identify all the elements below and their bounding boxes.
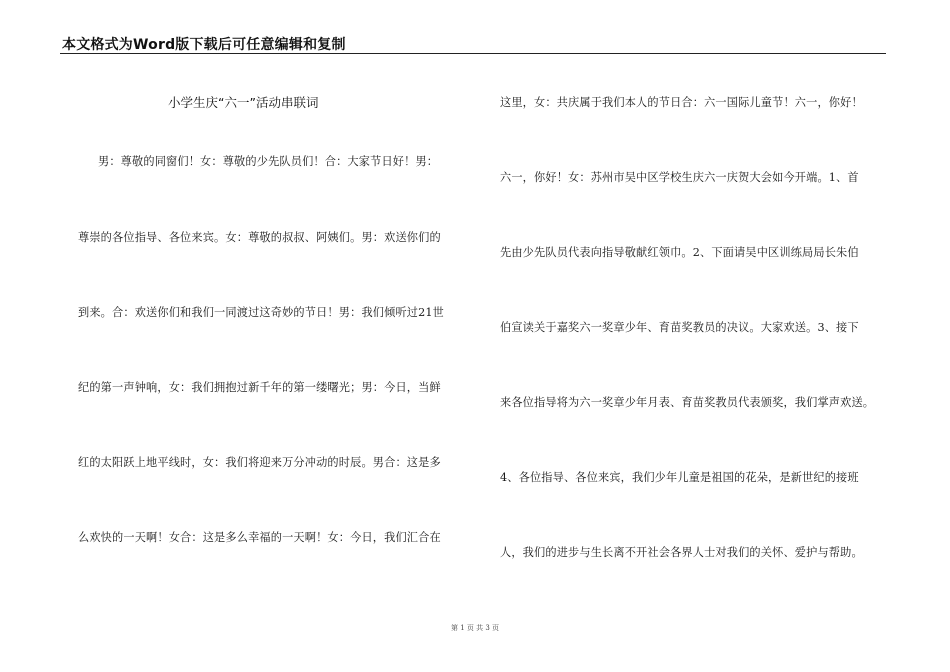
text-line: 4、各位指导、各位来宾，我们少年儿童是祖国的花朵，是新世纪的接班 bbox=[500, 471, 859, 484]
text-line: 先由少先队员代表向指导敬献红领巾。2、下面请吴中区训练局局长朱伯 bbox=[500, 246, 859, 259]
text-line: 男：尊敬的同窗们！女：尊敬的少先队员们！合：大家节日好！男： bbox=[98, 155, 439, 168]
text-line: 尊崇的各位指导、各位来宾。女：尊敬的叔叔、阿姨们。男：欢送你们的 bbox=[78, 231, 441, 244]
text-line: 人，我们的进步与生长离不开社会各界人士对我们的关怀、爱护与帮助。 bbox=[500, 546, 863, 559]
text-line: 这里，女：共庆属于我们本人的节日合：六一国际儿童节！六一，你好！ bbox=[500, 96, 863, 109]
text-line: 到来。合：欢送你们和我们一同渡过这奇妙的节日！男：我们倾听过21世 bbox=[78, 306, 444, 319]
document-header: 本文格式为Word版下载后可任意编辑和复制 bbox=[62, 37, 346, 53]
text-line: 来各位指导将为六一奖章少年月表、育苗奖教员代表颁奖，我们掌声欢送。 bbox=[500, 396, 875, 409]
text-line: 六一，你好！女：苏州市吴中区学校生庆六一庆贺大会如今开端。1、首 bbox=[500, 171, 859, 184]
text-line: 纪的第一声钟响，女：我们拥抱过新千年的第一缕曙光；男：今日，当鲜 bbox=[78, 381, 441, 394]
text-line: 么欢快的一天啊！女合：这是多么幸福的一天啊！女：今日，我们汇合在 bbox=[78, 531, 441, 544]
text-line: 红的太阳跃上地平线时，女：我们将迎来万分冲动的时辰。男合：这是多 bbox=[78, 456, 441, 469]
header-divider bbox=[60, 53, 886, 54]
document-title: 小学生庆“六一”活动串联词 bbox=[168, 95, 319, 110]
text-line: 伯宣读关于嘉奖六一奖章少年、育苗奖教员的决议。大家欢送。3、接下 bbox=[500, 321, 859, 334]
page-number: 第 1 页 共 3 页 bbox=[450, 624, 500, 632]
